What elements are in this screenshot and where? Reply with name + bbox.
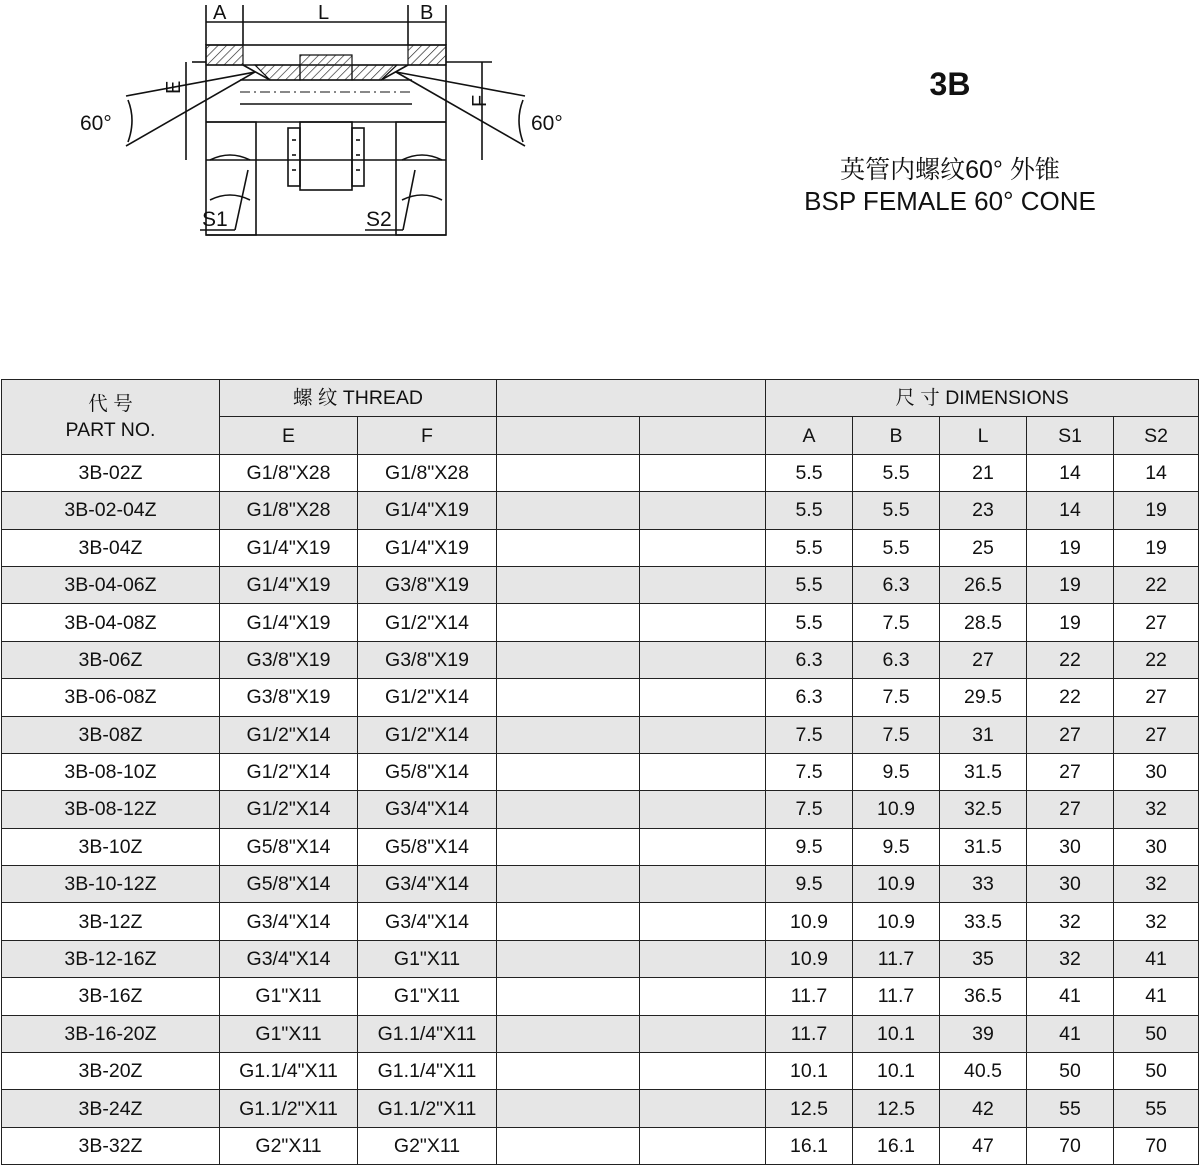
cell-dim-b: 10.9 [853,791,940,828]
cell-part-no: 3B-16Z [2,978,220,1015]
dim-label-b: B [420,2,434,24]
cell-thread-e: G2"X11 [220,1127,358,1164]
cell-thread-e: G1.1/4"X11 [220,1053,358,1090]
cell-dim-s2: 50 [1114,1053,1199,1090]
cell-blank-1 [497,940,640,977]
cell-thread-f: G1/2"X14 [358,679,497,716]
cell-dim-a: 11.7 [766,1015,853,1052]
cell-blank-1 [497,1053,640,1090]
cell-dim-s2: 19 [1114,492,1199,529]
cell-thread-e: G1/8"X28 [220,492,358,529]
cell-part-no: 3B-08-10Z [2,753,220,790]
cell-dim-a: 7.5 [766,753,853,790]
cell-dim-a: 6.3 [766,679,853,716]
cell-dim-s1: 55 [1027,1090,1114,1127]
cell-thread-f: G1/2"X14 [358,604,497,641]
cell-dim-l: 40.5 [940,1053,1027,1090]
cell-thread-f: G1.1/2"X11 [358,1090,497,1127]
table-row [2,828,1199,865]
cell-blank-1 [497,903,640,940]
cell-dim-s1: 14 [1027,492,1114,529]
cell-thread-f: G3/4"X14 [358,791,497,828]
cell-thread-f: G1/2"X14 [358,716,497,753]
specification-table [1,379,1199,1165]
cell-dim-l: 33.5 [940,903,1027,940]
cell-dim-b: 5.5 [853,454,940,491]
cell-dim-a: 5.5 [766,566,853,603]
cell-blank-1 [497,1127,640,1164]
cell-dim-s1: 27 [1027,716,1114,753]
cell-dim-l: 26.5 [940,566,1027,603]
cell-thread-e: G1/4"X19 [220,566,358,603]
cell-dim-s2: 50 [1114,1015,1199,1052]
cell-dim-a: 9.5 [766,828,853,865]
header-blank-1 [497,417,640,454]
cell-dim-a: 10.9 [766,940,853,977]
cell-dim-s2: 30 [1114,753,1199,790]
cell-blank-2 [640,679,766,716]
cell-blank-2 [640,529,766,566]
header-dimensions: 尺 寸 DIMENSIONS [766,380,1199,417]
table-row [2,716,1199,753]
header-thread: 螺 纹 THREAD [220,380,497,417]
cell-part-no: 3B-04-08Z [2,604,220,641]
cell-dim-b: 7.5 [853,716,940,753]
cell-thread-e: G1/2"X14 [220,753,358,790]
cell-dim-a: 5.5 [766,454,853,491]
cell-thread-e: G1"X11 [220,978,358,1015]
cell-dim-s1: 30 [1027,866,1114,903]
cell-dim-l: 27 [940,641,1027,678]
cell-dim-l: 28.5 [940,604,1027,641]
header-f: F [358,417,497,454]
cell-dim-a: 5.5 [766,529,853,566]
angle-label-right: 60° [531,112,563,135]
cell-blank-1 [497,604,640,641]
cell-thread-f: G1.1/4"X11 [358,1053,497,1090]
cell-dim-l: 23 [940,492,1027,529]
cell-blank-2 [640,1090,766,1127]
cell-dim-b: 5.5 [853,492,940,529]
cell-part-no: 3B-04Z [2,529,220,566]
cell-dim-s1: 41 [1027,978,1114,1015]
cell-dim-b: 7.5 [853,679,940,716]
cell-dim-a: 5.5 [766,604,853,641]
cell-thread-e: G3/4"X14 [220,940,358,977]
cell-dim-a: 16.1 [766,1127,853,1164]
nut-label-s1: S1 [202,208,228,231]
cell-thread-f: G3/4"X14 [358,903,497,940]
header-l: L [940,417,1027,454]
cell-part-no: 3B-08Z [2,716,220,753]
cell-blank-2 [640,604,766,641]
cell-dim-s1: 30 [1027,828,1114,865]
cell-dim-a: 7.5 [766,791,853,828]
cell-blank-2 [640,978,766,1015]
cell-dim-b: 10.1 [853,1015,940,1052]
cell-dim-l: 29.5 [940,679,1027,716]
cell-dim-s2: 27 [1114,716,1199,753]
cell-dim-l: 31.5 [940,828,1027,865]
cell-blank-2 [640,903,766,940]
cell-dim-l: 25 [940,529,1027,566]
cell-part-no: 3B-12Z [2,903,220,940]
angle-label-left: 60° [80,112,112,135]
cell-dim-b: 5.5 [853,529,940,566]
table-row [2,641,1199,678]
table-row [2,1053,1199,1090]
cell-blank-2 [640,454,766,491]
table-row [2,940,1199,977]
cell-thread-e: G5/8"X14 [220,828,358,865]
cell-dim-s2: 55 [1114,1090,1199,1127]
cell-dim-a: 9.5 [766,866,853,903]
cell-dim-s1: 19 [1027,604,1114,641]
cell-dim-b: 9.5 [853,828,940,865]
cell-thread-f: G2"X11 [358,1127,497,1164]
cell-dim-s1: 19 [1027,566,1114,603]
table-row [2,566,1199,603]
cell-part-no: 3B-02-04Z [2,492,220,529]
dim-label-f: F [469,94,491,107]
cell-part-no: 3B-06-08Z [2,679,220,716]
cell-dim-b: 10.1 [853,1053,940,1090]
table-row [2,454,1199,491]
cell-dim-s1: 22 [1027,679,1114,716]
cell-blank-2 [640,1127,766,1164]
cell-part-no: 3B-24Z [2,1090,220,1127]
header-part-en: PART NO. [65,418,156,441]
cell-thread-e: G3/4"X14 [220,903,358,940]
cell-dim-s1: 70 [1027,1127,1114,1164]
cell-dim-b: 6.3 [853,566,940,603]
cell-blank-1 [497,566,640,603]
cell-thread-e: G1"X11 [220,1015,358,1052]
cell-dim-s2: 30 [1114,828,1199,865]
cell-dim-b: 11.7 [853,940,940,977]
table-row [2,1015,1199,1052]
cell-part-no: 3B-08-12Z [2,791,220,828]
cell-dim-l: 32.5 [940,791,1027,828]
cell-dim-s2: 14 [1114,454,1199,491]
header-b: B [853,417,940,454]
cell-thread-e: G1/2"X14 [220,791,358,828]
cell-dim-b: 11.7 [853,978,940,1015]
cell-dim-b: 10.9 [853,866,940,903]
cell-blank-1 [497,641,640,678]
cell-part-no: 3B-04-06Z [2,566,220,603]
cell-part-no: 3B-12-16Z [2,940,220,977]
cell-thread-e: G1/2"X14 [220,716,358,753]
cell-dim-l: 31.5 [940,753,1027,790]
product-code: 3B [929,66,971,102]
cell-thread-e: G1/4"X19 [220,604,358,641]
cell-dim-s2: 32 [1114,791,1199,828]
cell-blank-1 [497,716,640,753]
dim-label-l: L [318,2,330,24]
cell-dim-s2: 27 [1114,679,1199,716]
table-row [2,866,1199,903]
cell-dim-l: 35 [940,940,1027,977]
cell-dim-s2: 27 [1114,604,1199,641]
product-title-chinese: 英管内螺纹60° 外锥 [840,156,1060,184]
fitting-cross-section-drawing [0,0,600,250]
cell-thread-e: G1/4"X19 [220,529,358,566]
cell-thread-f: G3/8"X19 [358,566,497,603]
table-row [2,791,1199,828]
cell-thread-e: G1/8"X28 [220,454,358,491]
cell-blank-1 [497,529,640,566]
table-row [2,903,1199,940]
table-row [2,753,1199,790]
cell-dim-b: 12.5 [853,1090,940,1127]
cell-thread-f: G3/8"X19 [358,641,497,678]
cell-dim-l: 33 [940,866,1027,903]
cell-blank-2 [640,641,766,678]
dim-label-e: E [163,80,185,94]
header-blank-2 [640,417,766,454]
cell-dim-b: 10.9 [853,903,940,940]
cell-dim-s1: 27 [1027,791,1114,828]
cell-dim-s2: 32 [1114,866,1199,903]
cell-dim-a: 10.9 [766,903,853,940]
cell-blank-2 [640,753,766,790]
cell-dim-s2: 41 [1114,978,1199,1015]
cell-blank-2 [640,566,766,603]
cell-thread-f: G5/8"X14 [358,828,497,865]
cell-blank-1 [497,492,640,529]
cell-dim-s1: 19 [1027,529,1114,566]
cell-thread-f: G1.1/4"X11 [358,1015,497,1052]
cell-dim-l: 21 [940,454,1027,491]
cell-dim-a: 11.7 [766,978,853,1015]
cell-dim-a: 10.1 [766,1053,853,1090]
table-row [2,978,1199,1015]
cell-dim-s1: 14 [1027,454,1114,491]
cell-part-no: 3B-32Z [2,1127,220,1164]
cell-dim-a: 7.5 [766,716,853,753]
cell-blank-2 [640,1015,766,1052]
nut-label-s2: S2 [366,208,392,231]
cell-part-no: 3B-16-20Z [2,1015,220,1052]
cell-thread-f: G3/4"X14 [358,866,497,903]
cell-part-no: 3B-10Z [2,828,220,865]
cell-dim-s2: 70 [1114,1127,1199,1164]
cell-blank-2 [640,716,766,753]
cell-dim-a: 6.3 [766,641,853,678]
cell-thread-f: G1/4"X19 [358,492,497,529]
table-row [2,529,1199,566]
product-title-english: BSP FEMALE 60° CONE [804,186,1096,216]
cell-blank-1 [497,753,640,790]
cell-dim-b: 7.5 [853,604,940,641]
cell-dim-s1: 27 [1027,753,1114,790]
cell-dim-s2: 32 [1114,903,1199,940]
cell-dim-l: 31 [940,716,1027,753]
header-s1: S1 [1027,417,1114,454]
cell-dim-s2: 19 [1114,529,1199,566]
cell-dim-s1: 32 [1027,940,1114,977]
cell-blank-1 [497,1090,640,1127]
cell-blank-1 [497,454,640,491]
cell-blank-2 [640,1053,766,1090]
cell-thread-f: G1/4"X19 [358,529,497,566]
cell-thread-e: G3/8"X19 [220,679,358,716]
header-blank [497,380,766,417]
header-part-no [2,380,220,455]
header-s2: S2 [1114,417,1199,454]
cell-thread-e: G5/8"X14 [220,866,358,903]
header-e: E [220,417,358,454]
cell-part-no: 3B-20Z [2,1053,220,1090]
dim-label-a: A [213,2,227,24]
cell-dim-a: 5.5 [766,492,853,529]
cell-dim-b: 6.3 [853,641,940,678]
cell-dim-s1: 22 [1027,641,1114,678]
table-row [2,492,1199,529]
cell-thread-f: G5/8"X14 [358,753,497,790]
table-row [2,604,1199,641]
cell-blank-2 [640,828,766,865]
cell-blank-1 [497,828,640,865]
cell-dim-b: 16.1 [853,1127,940,1164]
cell-dim-s2: 41 [1114,940,1199,977]
table-row [2,1090,1199,1127]
cell-dim-l: 39 [940,1015,1027,1052]
cell-blank-1 [497,978,640,1015]
cell-dim-l: 36.5 [940,978,1027,1015]
cell-dim-s2: 22 [1114,641,1199,678]
cell-part-no: 3B-02Z [2,454,220,491]
cell-thread-e: G3/8"X19 [220,641,358,678]
cell-blank-1 [497,1015,640,1052]
table-row [2,679,1199,716]
cell-thread-f: G1/8"X28 [358,454,497,491]
cell-dim-a: 12.5 [766,1090,853,1127]
cell-dim-s2: 22 [1114,566,1199,603]
cell-blank-2 [640,492,766,529]
cell-blank-1 [497,866,640,903]
cell-dim-s1: 41 [1027,1015,1114,1052]
cell-part-no: 3B-06Z [2,641,220,678]
header-part-cn: 代 号 [88,392,133,415]
cell-blank-1 [497,679,640,716]
cell-blank-2 [640,791,766,828]
cell-thread-f: G1"X11 [358,978,497,1015]
table-row [2,1127,1199,1164]
cell-blank-1 [497,791,640,828]
cell-blank-2 [640,866,766,903]
cell-dim-b: 9.5 [853,753,940,790]
cell-blank-2 [640,940,766,977]
cell-dim-l: 47 [940,1127,1027,1164]
cell-thread-e: G1.1/2"X11 [220,1090,358,1127]
header-a: A [766,417,853,454]
cell-dim-s1: 50 [1027,1053,1114,1090]
cell-part-no: 3B-10-12Z [2,866,220,903]
cell-dim-s1: 32 [1027,903,1114,940]
cell-dim-l: 42 [940,1090,1027,1127]
cell-thread-f: G1"X11 [358,940,497,977]
